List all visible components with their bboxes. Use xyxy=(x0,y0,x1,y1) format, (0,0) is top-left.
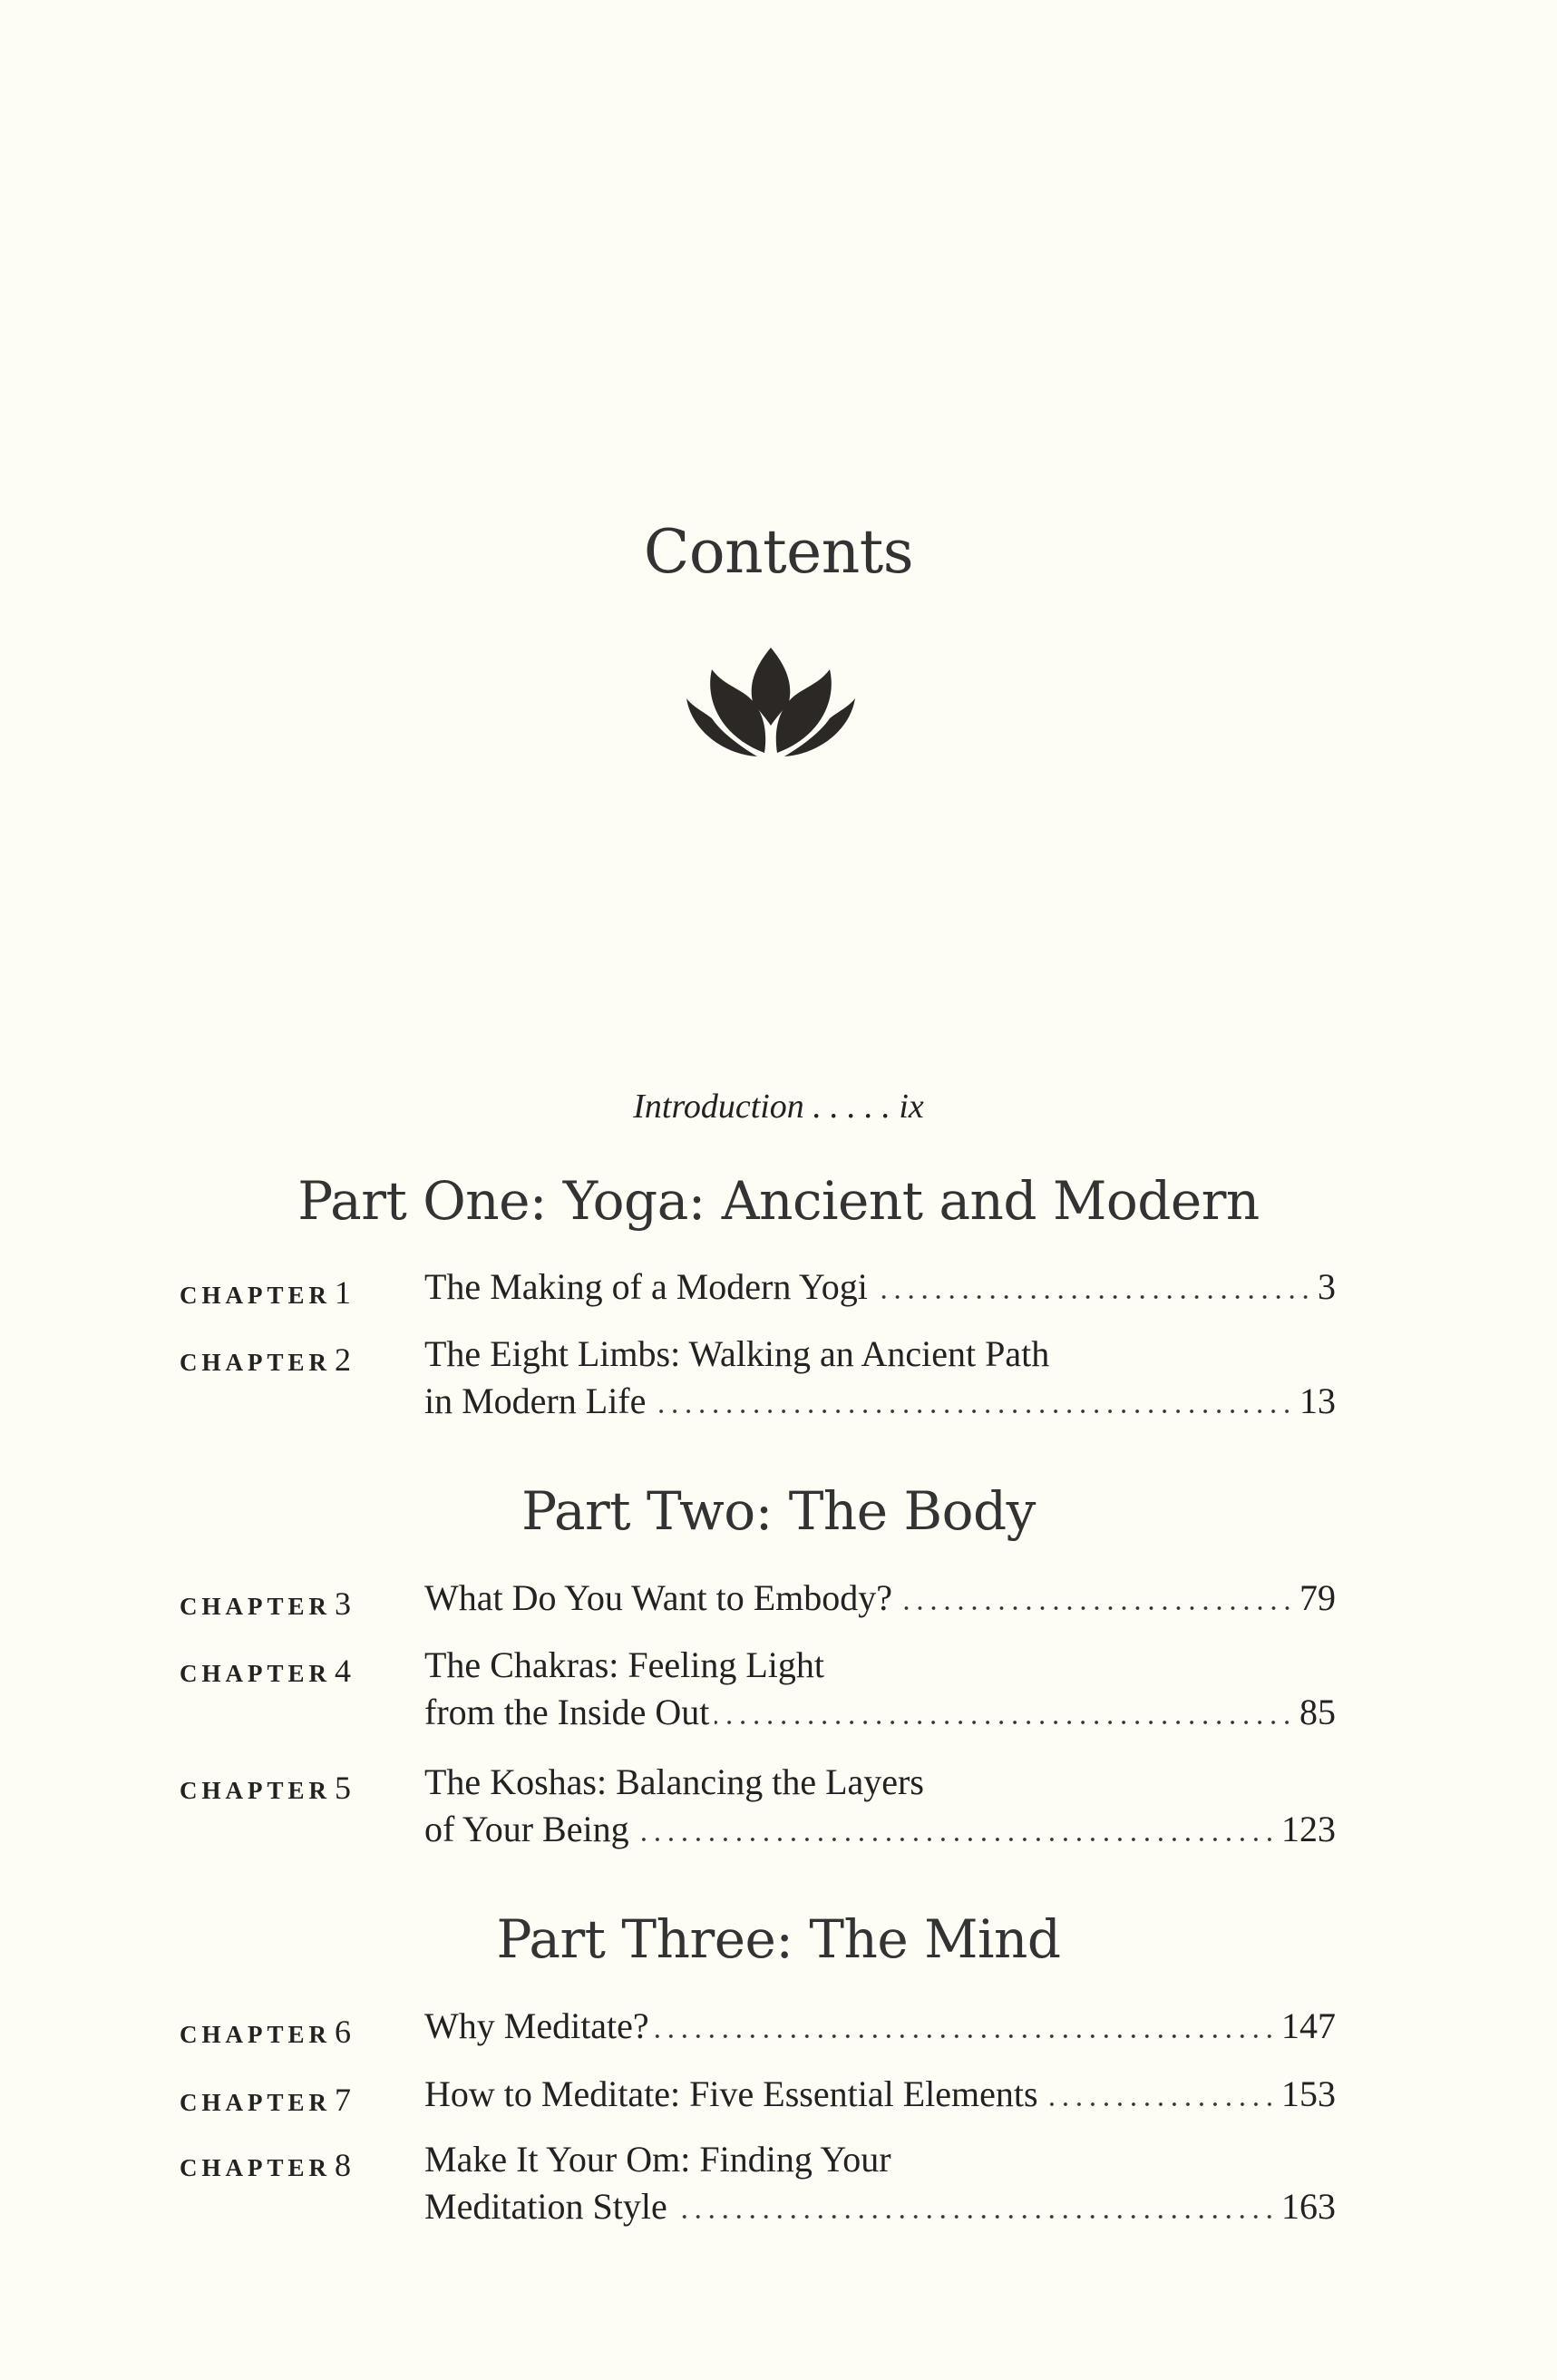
chapter-title xyxy=(424,2136,1336,2230)
dot-leader xyxy=(655,2034,1276,2038)
chapter-title-text: of Your Being xyxy=(424,1809,629,1849)
page-number: 85 xyxy=(1299,1692,1336,1732)
dot-leader: . . . . . xyxy=(813,1088,900,1126)
part-heading: Part Two: The Body xyxy=(521,1480,1036,1542)
chapter-word: CHAPTER xyxy=(180,1593,332,1620)
chapter-word: CHAPTER xyxy=(180,1777,332,1804)
chapter-title-line xyxy=(424,1806,1336,1853)
chapter-title xyxy=(424,1331,1336,1425)
dot-leader xyxy=(1044,2102,1276,2106)
chapter-title xyxy=(424,1263,1336,1319)
chapter-label xyxy=(180,2003,424,2058)
toc-chapter-entry[interactable] xyxy=(180,2003,1336,2058)
chapter-title-text: The Making of a Modern Yogi xyxy=(424,1266,868,1307)
chapter-title-text: in Modern Life xyxy=(424,1380,647,1421)
toc-chapter-entry[interactable] xyxy=(180,1759,1336,1853)
chapter-title-line xyxy=(424,2003,1336,2050)
chapter-number: 7 xyxy=(335,2082,352,2118)
chapter-title-text: How to Meditate: Five Essential Elements xyxy=(424,2073,1038,2114)
part-heading: Part One: Yoga: Ancient and Modern xyxy=(297,1170,1260,1232)
chapter-title-line xyxy=(424,1378,1336,1425)
page-number: 147 xyxy=(1281,2005,1336,2046)
chapter-title xyxy=(424,2071,1336,2126)
dot-leader xyxy=(715,1721,1294,1724)
dot-leader xyxy=(635,1838,1276,1841)
page-number: 79 xyxy=(1299,1577,1336,1618)
chapter-number: 8 xyxy=(335,2147,352,2183)
chapter-title-text: The Koshas: Balancing the Layers xyxy=(424,1761,924,1802)
chapter-title-line xyxy=(424,1263,1336,1311)
toc-chapter-entry[interactable] xyxy=(180,1263,1336,1319)
chapter-title-line xyxy=(424,1575,1336,1622)
chapter-title-line xyxy=(424,1759,1336,1806)
chapter-word: CHAPTER xyxy=(180,2154,332,2181)
chapter-label xyxy=(180,1759,424,1853)
chapter-number: 4 xyxy=(335,1653,352,1689)
chapter-label xyxy=(180,1263,424,1319)
part-heading: Part Three: The Mind xyxy=(496,1908,1061,1970)
chapter-title xyxy=(424,1759,1336,1853)
page-number: 3 xyxy=(1318,1266,1336,1307)
page-number: 163 xyxy=(1281,2186,1336,2227)
chapter-title-text: Why Meditate? xyxy=(424,2005,649,2046)
chapter-number: 1 xyxy=(335,1274,352,1311)
dot-leader xyxy=(673,2215,1276,2219)
chapter-title-line xyxy=(424,2183,1336,2230)
chapter-number: 3 xyxy=(335,1585,352,1622)
chapter-title-line xyxy=(424,1642,1336,1689)
chapter-word: CHAPTER xyxy=(180,2089,332,2116)
chapter-title xyxy=(424,1642,1336,1736)
chapter-label xyxy=(180,1642,424,1736)
dot-leader xyxy=(873,1295,1312,1299)
chapter-title-text: Make It Your Om: Finding Your xyxy=(424,2139,891,2180)
chapter-label xyxy=(180,1575,424,1630)
page-number: 123 xyxy=(1281,1809,1336,1849)
chapter-title-line xyxy=(424,2136,1336,2183)
chapter-title-text: The Eight Limbs: Walking an Ancient Path xyxy=(424,1333,1050,1374)
introduction-page: ix xyxy=(899,1088,924,1126)
page-number: 153 xyxy=(1281,2073,1336,2114)
toc-chapter-entry[interactable] xyxy=(180,2136,1336,2230)
chapter-word: CHAPTER xyxy=(180,2021,332,2048)
chapter-word: CHAPTER xyxy=(180,1349,332,1376)
chapter-title xyxy=(424,1575,1336,1630)
introduction-label: Introduction xyxy=(633,1088,804,1126)
chapter-number: 5 xyxy=(335,1770,352,1806)
toc-chapter-entry[interactable] xyxy=(180,1331,1336,1425)
chapter-word: CHAPTER xyxy=(180,1660,332,1687)
chapter-word: CHAPTER xyxy=(180,1282,332,1309)
page-number: 13 xyxy=(1299,1380,1336,1421)
chapter-title-line xyxy=(424,2071,1336,2118)
toc-introduction[interactable] xyxy=(0,1087,1557,1127)
dot-leader xyxy=(898,1606,1294,1610)
dot-leader xyxy=(651,1409,1294,1413)
toc-chapter-entry[interactable] xyxy=(180,2071,1336,2126)
chapter-title-text: The Chakras: Feeling Light xyxy=(424,1644,825,1685)
chapter-number: 6 xyxy=(335,2014,352,2050)
chapter-title-line xyxy=(424,1331,1336,1378)
chapter-title-text: What Do You Want to Embody? xyxy=(424,1577,893,1618)
chapter-label xyxy=(180,1331,424,1425)
chapter-title xyxy=(424,2003,1336,2058)
chapter-title-text: Meditation Style xyxy=(424,2186,667,2227)
chapter-label xyxy=(180,2071,424,2126)
chapter-label xyxy=(180,2136,424,2230)
lotus-icon xyxy=(685,646,857,760)
toc-chapter-entry[interactable] xyxy=(180,1642,1336,1736)
chapter-number: 2 xyxy=(335,1341,352,1378)
page-title: Contents xyxy=(643,517,914,587)
chapter-title-text: from the Inside Out xyxy=(424,1692,710,1732)
chapter-title-line xyxy=(424,1689,1336,1736)
toc-chapter-entry[interactable] xyxy=(180,1575,1336,1630)
